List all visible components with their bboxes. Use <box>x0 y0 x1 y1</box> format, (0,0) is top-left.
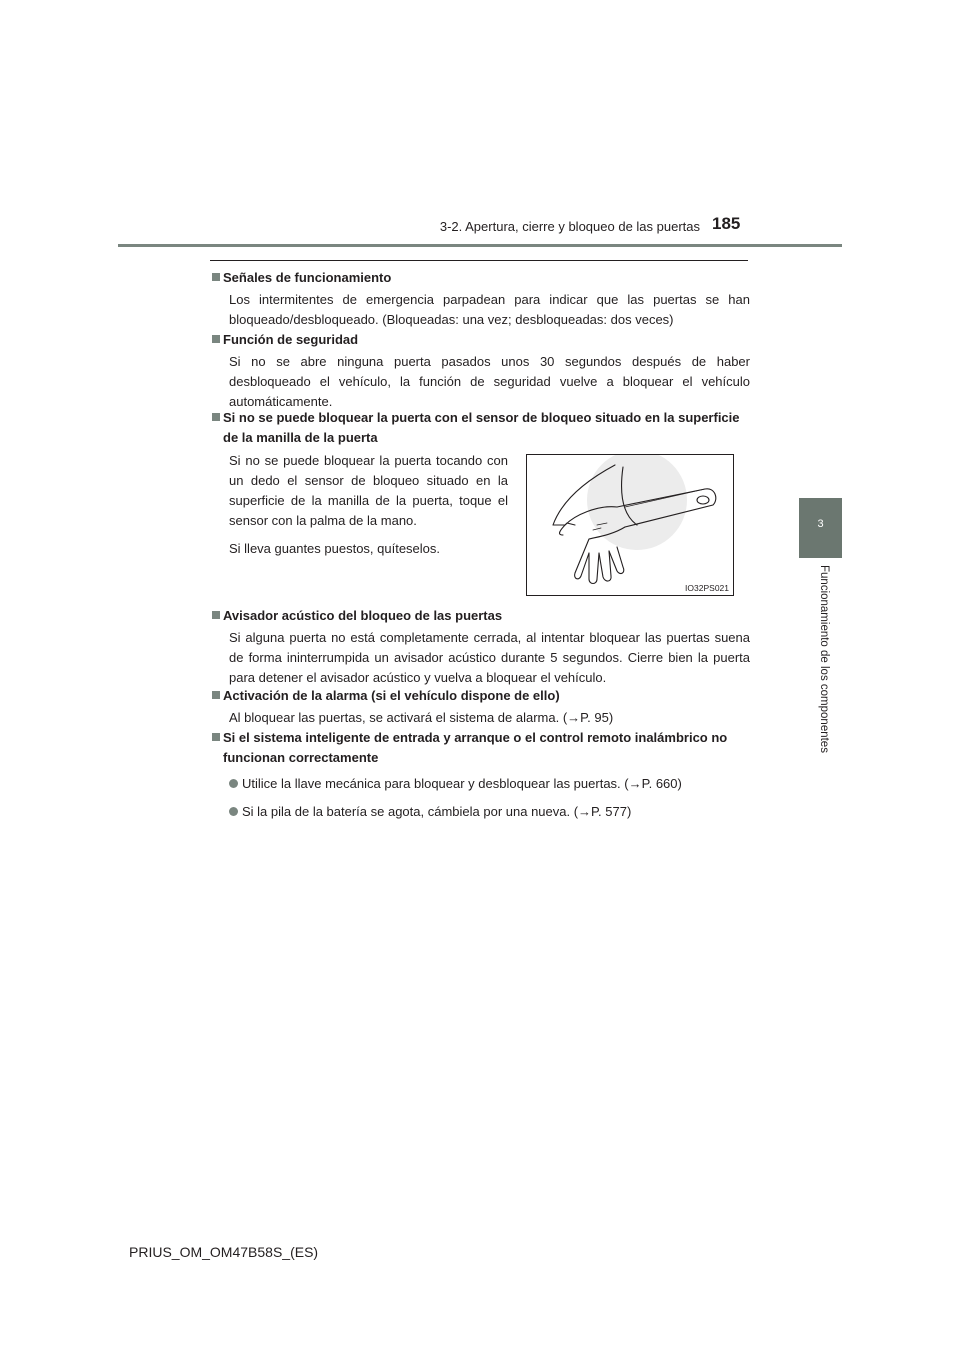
side-tab-number: 3 <box>817 518 824 530</box>
sensor-column-text <box>229 451 508 567</box>
section-sensor <box>212 408 750 448</box>
section-text: Si no se abre ninguna puerta pasados unos 30 segundos después de haber desbloqueado el vehículo, la función de seguridad vuelve a bloquear el vehículo automáticamente. <box>229 354 750 409</box>
list-item: Si la pila de la batería se agota, cámbiela por una nueva. (→P. 577) <box>212 802 750 822</box>
palm-on-door-handle-illustration <box>527 455 733 595</box>
section-text: Al bloquear las puertas, se activará el sistema de alarma. (→P. 95) <box>229 710 614 725</box>
figure-code: IO32PS021 <box>685 583 729 593</box>
square-bullet-icon <box>212 413 220 421</box>
section-heading: Avisador acústico del bloqueo de las puertas <box>212 606 750 626</box>
section-heading: Si no se puede bloquear la puerta con el sensor de bloqueo situado en la superficie de la manilla de la puerta <box>212 408 750 448</box>
content-rule <box>210 260 748 261</box>
footer-code: PRIUS_OM_OM47B58S_(ES) <box>129 1244 319 1260</box>
list-item: Utilice la llave mecánica para bloquear y desbloquear las puertas. (→P. 660) <box>212 774 750 794</box>
section-text: Si alguna puerta no está completamente cerrada, al intentar bloquear las puertas suena de forma ininterrumpida un avisador acústico durante 5 segundos. Cierre bien la puerta para detener el avisador acústico y vuelva a bloquear el vehículo. <box>229 630 750 685</box>
section-buzzer <box>212 606 750 688</box>
page-number: 185 <box>712 214 741 233</box>
side-tab-label: Funcionamiento de los componentes <box>818 565 830 753</box>
square-bullet-icon <box>212 733 220 741</box>
sensor-text-2: Si lleva guantes puestos, quíteselos. <box>229 541 441 556</box>
chapter-title: 3-2. Apertura, cierre y bloqueo de las puertas <box>439 219 700 234</box>
header-rule <box>118 244 842 247</box>
square-bullet-icon <box>212 611 220 619</box>
round-bullet-icon <box>229 779 238 788</box>
section-heading: Función de seguridad <box>212 330 750 350</box>
section-signals <box>212 268 750 330</box>
hand-illustration <box>526 454 734 596</box>
section-heading: Activación de la alarma (si el vehículo dispone de ello) <box>212 686 750 706</box>
sensor-text-1: Si no se puede bloquear la puerta tocando con un dedo el sensor de bloqueo situado en la superficie de la manilla de la puerta, toque el sensor con la palma de la mano. <box>229 453 508 528</box>
square-bullet-icon <box>212 273 220 281</box>
section-heading: Si el sistema inteligente de entrada y arranque o el control remoto inalámbrico no funcionan correctamente <box>212 728 750 768</box>
section-alarm <box>212 686 750 728</box>
section-heading: Señales de funcionamiento <box>212 268 750 288</box>
section-text: Los intermitentes de emergencia parpadean para indicar que las puertas se han bloqueado/desbloqueado. (Bloqueadas: una vez; desbloqueadas: dos veces) <box>229 292 750 327</box>
round-bullet-icon <box>229 807 238 816</box>
square-bullet-icon <box>212 335 220 343</box>
square-bullet-icon <box>212 691 220 699</box>
section-smart <box>212 728 750 822</box>
section-security <box>212 330 750 412</box>
